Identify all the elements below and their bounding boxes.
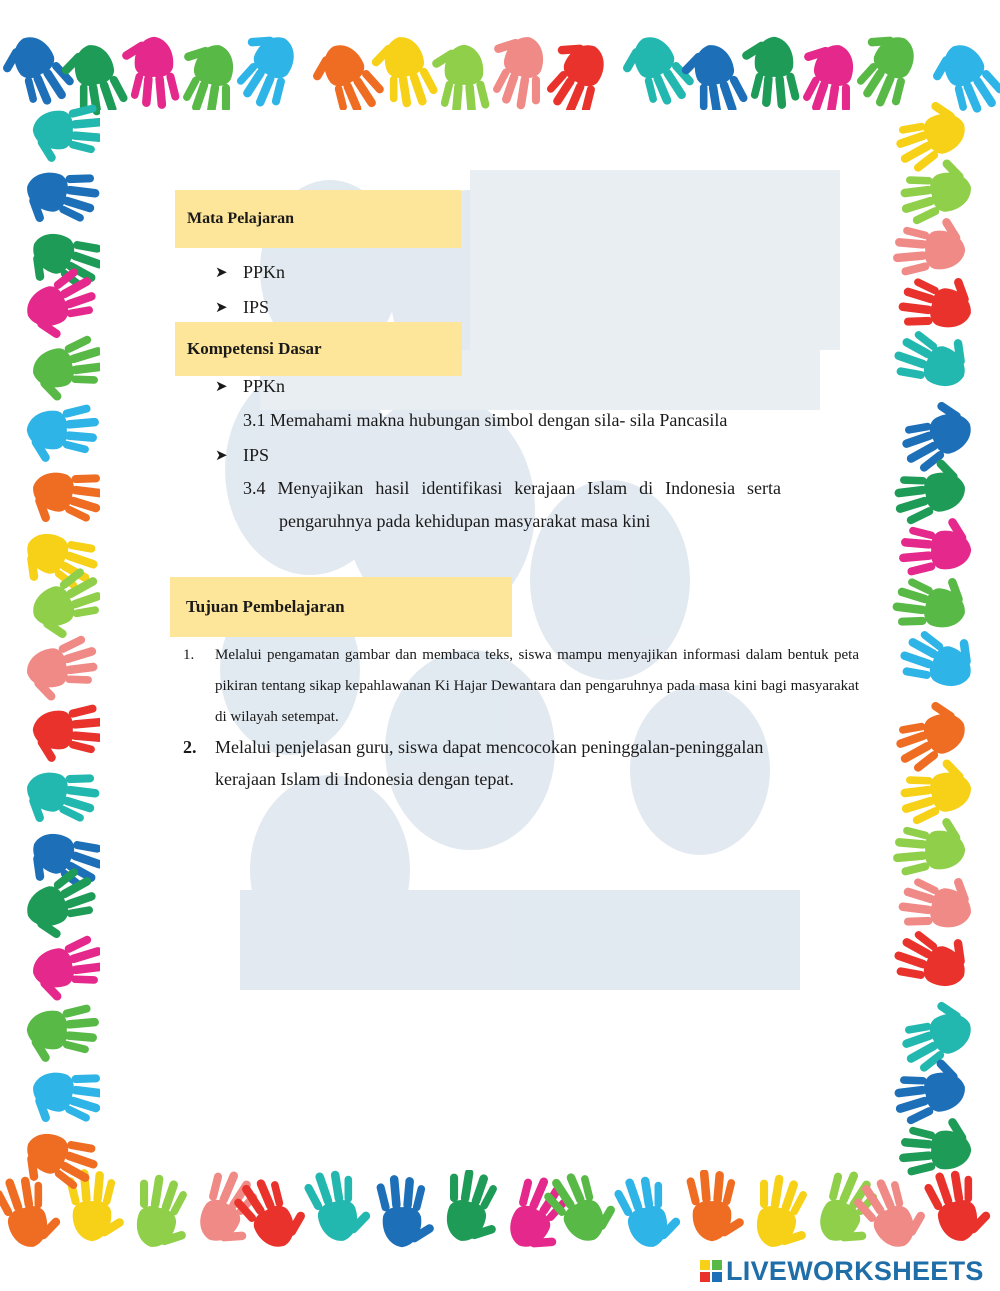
handprint-icon [611,1168,686,1253]
handprint-icon [301,1162,376,1247]
handprint-icon [895,865,978,938]
handprint-icon [125,1170,200,1255]
handprint-icon [890,393,981,477]
list-item [215,373,285,399]
arrow-bullet-icon: ➤ [215,378,228,395]
handprint-icon [899,517,971,577]
objective-number: 1. [183,647,195,663]
competency-text: 3.4 Menyajikan hasil identifikasi kerajaan Islam di Indonesia serta [243,478,781,498]
list-item-label: PPKn [243,261,286,282]
competency-text-continued: pengaruhnya pada kehidupan masyarakat masa kini [279,511,651,531]
objective-number: 2. [183,737,197,757]
handprint-icon [66,1169,126,1241]
handprint-icon [686,1169,746,1241]
arrow-bullet-icon: ➤ [215,447,228,464]
handprint-icon [921,1162,996,1247]
handprint-icon [887,316,978,400]
handprint-icon [20,761,103,834]
section-heading-kompetensi-dasar: Kompetensi Dasar [175,322,462,376]
list-item [215,294,269,320]
handprint-icon [27,1004,99,1064]
handprint-icon [33,704,105,764]
list-item [215,442,269,468]
handprint-icon [22,632,105,705]
handprint-icon [28,932,111,1005]
handprint-icon [887,916,978,1000]
handprint-icon [893,817,965,877]
liveworksheets-logo-icon [700,1260,722,1282]
list-item [215,259,285,285]
handprint-icon [435,1164,510,1249]
handprint-icon [893,217,965,277]
list-item-label: IPS [243,444,270,465]
arrow-bullet-icon: ➤ [215,264,228,281]
handprint-icon [923,34,1000,126]
objective-text: Melalui penjelasan guru, siswa dapat mencocokan peninggalan-peninggalan kerajaan Islam di Indonesia dengan tepat. [215,737,764,789]
handprint-icon [893,154,976,227]
handprint-icon [889,565,972,638]
handprint-icon [884,693,975,777]
handprint-icon [848,1166,935,1258]
objective-text: Melalui pengamatan gambar dan membaca teks, siswa mampu menyajikan informasi dalam bentuk peta pikiran tentang sikap kepahlawanan Ki Hajar Dewantara dan pengaruhnya pada masa kini bagi masyarakat di wilayah setempat. [215,647,859,725]
liveworksheets-logo [700,1255,984,1287]
handprint-icon [0,1168,66,1253]
list-item-label: PPKn [243,375,286,396]
handprint-icon [26,461,109,534]
handprint-icon [893,616,984,700]
handprint-icon [222,23,309,115]
handprint-icon [431,45,491,117]
handprint-icon [741,37,801,109]
handprint-icon [899,1117,971,1177]
arrow-bullet-icon: ➤ [215,299,228,316]
handprint-icon [228,1166,315,1258]
handprint-icon [28,332,111,405]
handprint-icon [121,37,181,109]
section-heading-tujuan-pembelajaran: Tujuan Pembelajaran [170,577,512,637]
logo-text: LIVEWORKSHEETS [726,1255,984,1286]
handprint-icon [27,404,99,464]
handprint-icon [26,1061,109,1134]
list-item-label: IPS [243,296,270,317]
section-heading-mata-pelajaran: Mata Pelajaran [175,190,461,248]
handprint-icon [745,1170,820,1255]
handprint-icon [376,1175,436,1247]
handprint-icon [366,31,441,116]
handprint-icon [890,993,981,1077]
competency-text: 3.1 Memahami makna hubungan simbol dengan sila- sila Pancasila [243,410,728,430]
handprint-icon [842,23,929,115]
handprint-icon [480,29,555,114]
handprint-icon [20,161,103,234]
handprint-icon [895,265,978,338]
handprint-icon [893,754,976,827]
